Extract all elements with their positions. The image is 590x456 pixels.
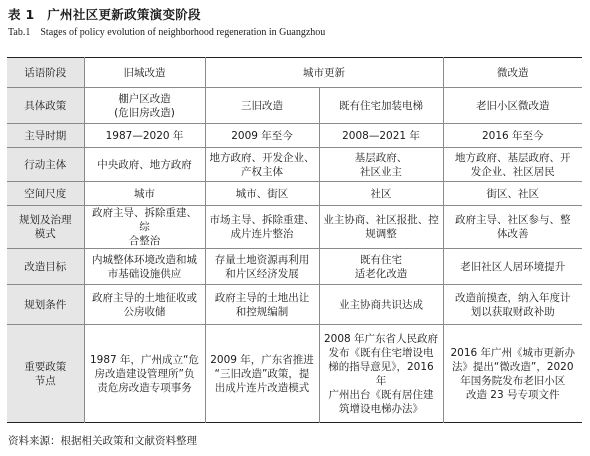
cell-line: 发布《既有住宅增设电 [328, 346, 434, 359]
cell-line: 政府主导的土地出让 [214, 291, 310, 304]
cell-line: 和控规编制 [235, 305, 289, 318]
row-label-mode [7, 206, 84, 249]
cell-line: 基层政府、 [354, 151, 408, 164]
cell-line: 产权主体 [241, 165, 283, 178]
cell-line: 政府主导、社区参与、整 [455, 214, 571, 226]
cell-line: 规调整 [365, 228, 397, 240]
cell-period: 2008—2021 年 [319, 124, 443, 148]
cell-scale: 城市 [84, 182, 205, 206]
table-row-policy [7, 88, 582, 124]
cell-condition [84, 285, 205, 325]
cell-line: (危旧房改造) [114, 106, 175, 119]
table-caption-chinese: 表 1 广州社区更新政策演变阶段 [8, 7, 201, 22]
cell-line: 规划及治理 [19, 214, 72, 226]
cell-line: 体改善 [497, 228, 529, 240]
table-row-goal [7, 249, 582, 285]
table-row-mode [7, 206, 582, 249]
cell-line: 改造 23 号专项文件 [465, 388, 560, 401]
cell-line: 重要政策 [24, 360, 67, 373]
cell-line: 棚户区改造 [118, 92, 171, 105]
cell-line: 市基础设施供应 [107, 267, 182, 280]
stage-micro-renovation: 微改造 [443, 58, 582, 88]
cell-line: 2008 年广东省人民政府 [323, 332, 439, 345]
row-label-scale: 空间尺度 [7, 182, 84, 206]
table-caption-english: Tab.1 Stages of policy evolution of neighborhood regeneration in Guangzhou [8, 27, 326, 38]
cell-actors: 中央政府、地方政府 [84, 148, 205, 182]
table-row-milestones [7, 325, 582, 423]
cell-milestone [84, 325, 205, 423]
table-row-actors [7, 148, 582, 182]
cell-old-communities: 老旧小区微改造 [443, 88, 582, 124]
cell-line: 改造前摸查，纳入年度计 [455, 291, 571, 304]
table-row-condition [7, 285, 582, 325]
cell-period: 1987—2020 年 [84, 124, 205, 148]
cell-actors [443, 148, 582, 182]
cell-line: “三旧改造”政策，提 [214, 367, 310, 380]
cell-line: 法》提出“微改造”，2020 [451, 360, 574, 373]
cell-milestone [319, 325, 443, 423]
cell-scale: 街区、社区 [443, 182, 582, 206]
cell-goal: 老旧社区人居环境提升 [443, 249, 582, 285]
cell-line: 2016 年广州《城市更新办 [450, 346, 576, 359]
cell-line: 政府主导的土地征收或 [92, 291, 197, 304]
cell-line: 业主协商、社区报批、控 [323, 214, 439, 226]
row-label-period: 主导时期 [7, 124, 84, 148]
cell-actors [205, 148, 319, 182]
cell-line: 地方政府、开发企业、 [209, 151, 315, 164]
row-label-condition: 规划条件 [7, 285, 84, 325]
cell-condition [443, 285, 582, 325]
cell-line: 年国务院发布老旧小区 [460, 374, 566, 387]
row-label-milestones [7, 325, 84, 423]
cell-line: 成片连片整治 [230, 228, 294, 240]
cell-line: 地方政府、基层政府、开 [455, 151, 571, 164]
cell-line: 市场主导、拆除重建、 [209, 214, 315, 226]
row-label-actors: 行动主体 [7, 148, 84, 182]
table-row-period [7, 124, 582, 148]
header-row [7, 58, 582, 88]
cell-line: 社区业主 [360, 165, 402, 178]
cell-line: 模式 [34, 228, 56, 240]
cell-line: 2009 年，广东省推进 [210, 353, 314, 366]
cell-line: 存量土地资源再利用 [214, 253, 310, 266]
cell-scale: 城市、街区 [205, 182, 319, 206]
cell-line: 政府主导、拆除重建、综 [92, 207, 197, 233]
cell-line: 合整治 [128, 235, 161, 247]
cell-line: 和片区经济发展 [225, 267, 299, 280]
source-note: 资料来源：根据相关政策和文献资料整理 [8, 435, 197, 447]
cell-line: 划以获取财政补助 [470, 305, 555, 318]
cell-line: 房改造建设管理所”负 [94, 367, 195, 380]
cell-mode [443, 206, 582, 249]
cell-goal [205, 249, 319, 285]
cell-mode [319, 206, 443, 249]
cell-scale: 社区 [319, 182, 443, 206]
row-label-goal: 改造目标 [7, 249, 84, 285]
cell-line: 内城整体环境改造和城 [92, 253, 197, 266]
row-label-discourse-stage: 话语阶段 [7, 58, 84, 88]
stage-urban-renewal: 城市更新 [205, 58, 443, 88]
table-row-scale [7, 182, 582, 206]
cell-condition: 业主协商共识达成 [319, 285, 443, 325]
cell-line: 既有住宅 [360, 253, 402, 266]
policy-evolution-table [7, 57, 582, 423]
cell-line: 梯的指导意见》，2016 年 [328, 360, 434, 387]
cell-line: 公房收储 [123, 305, 166, 318]
cell-line: 筑增设电梯办法》 [339, 402, 423, 415]
cell-line: 责危房改造专项事务 [97, 381, 192, 394]
row-label-policy: 具体政策 [7, 88, 84, 124]
cell-shantytown [84, 88, 205, 124]
cell-line: 发企业、社区居民 [470, 165, 555, 178]
cell-mode [84, 206, 205, 249]
cell-line: 适老化改造 [354, 267, 408, 280]
cell-elevators: 既有住宅加装电梯 [319, 88, 443, 124]
cell-goal [84, 249, 205, 285]
cell-actors [319, 148, 443, 182]
cell-three-olds: 三旧改造 [205, 88, 319, 124]
cell-condition [205, 285, 319, 325]
cell-line: 1987 年，广州成立“危 [90, 353, 199, 366]
cell-line: 出成片连片改造模式 [214, 381, 310, 394]
cell-line: 广州出台《既有居住建 [328, 388, 434, 401]
cell-line: 节点 [34, 374, 56, 387]
cell-period: 2009 年至今 [205, 124, 319, 148]
cell-milestone [443, 325, 582, 423]
cell-goal [319, 249, 443, 285]
cell-milestone [205, 325, 319, 423]
cell-mode [205, 206, 319, 249]
stage-old-city-renovation: 旧城改造 [84, 58, 205, 88]
cell-period: 2016 年至今 [443, 124, 582, 148]
